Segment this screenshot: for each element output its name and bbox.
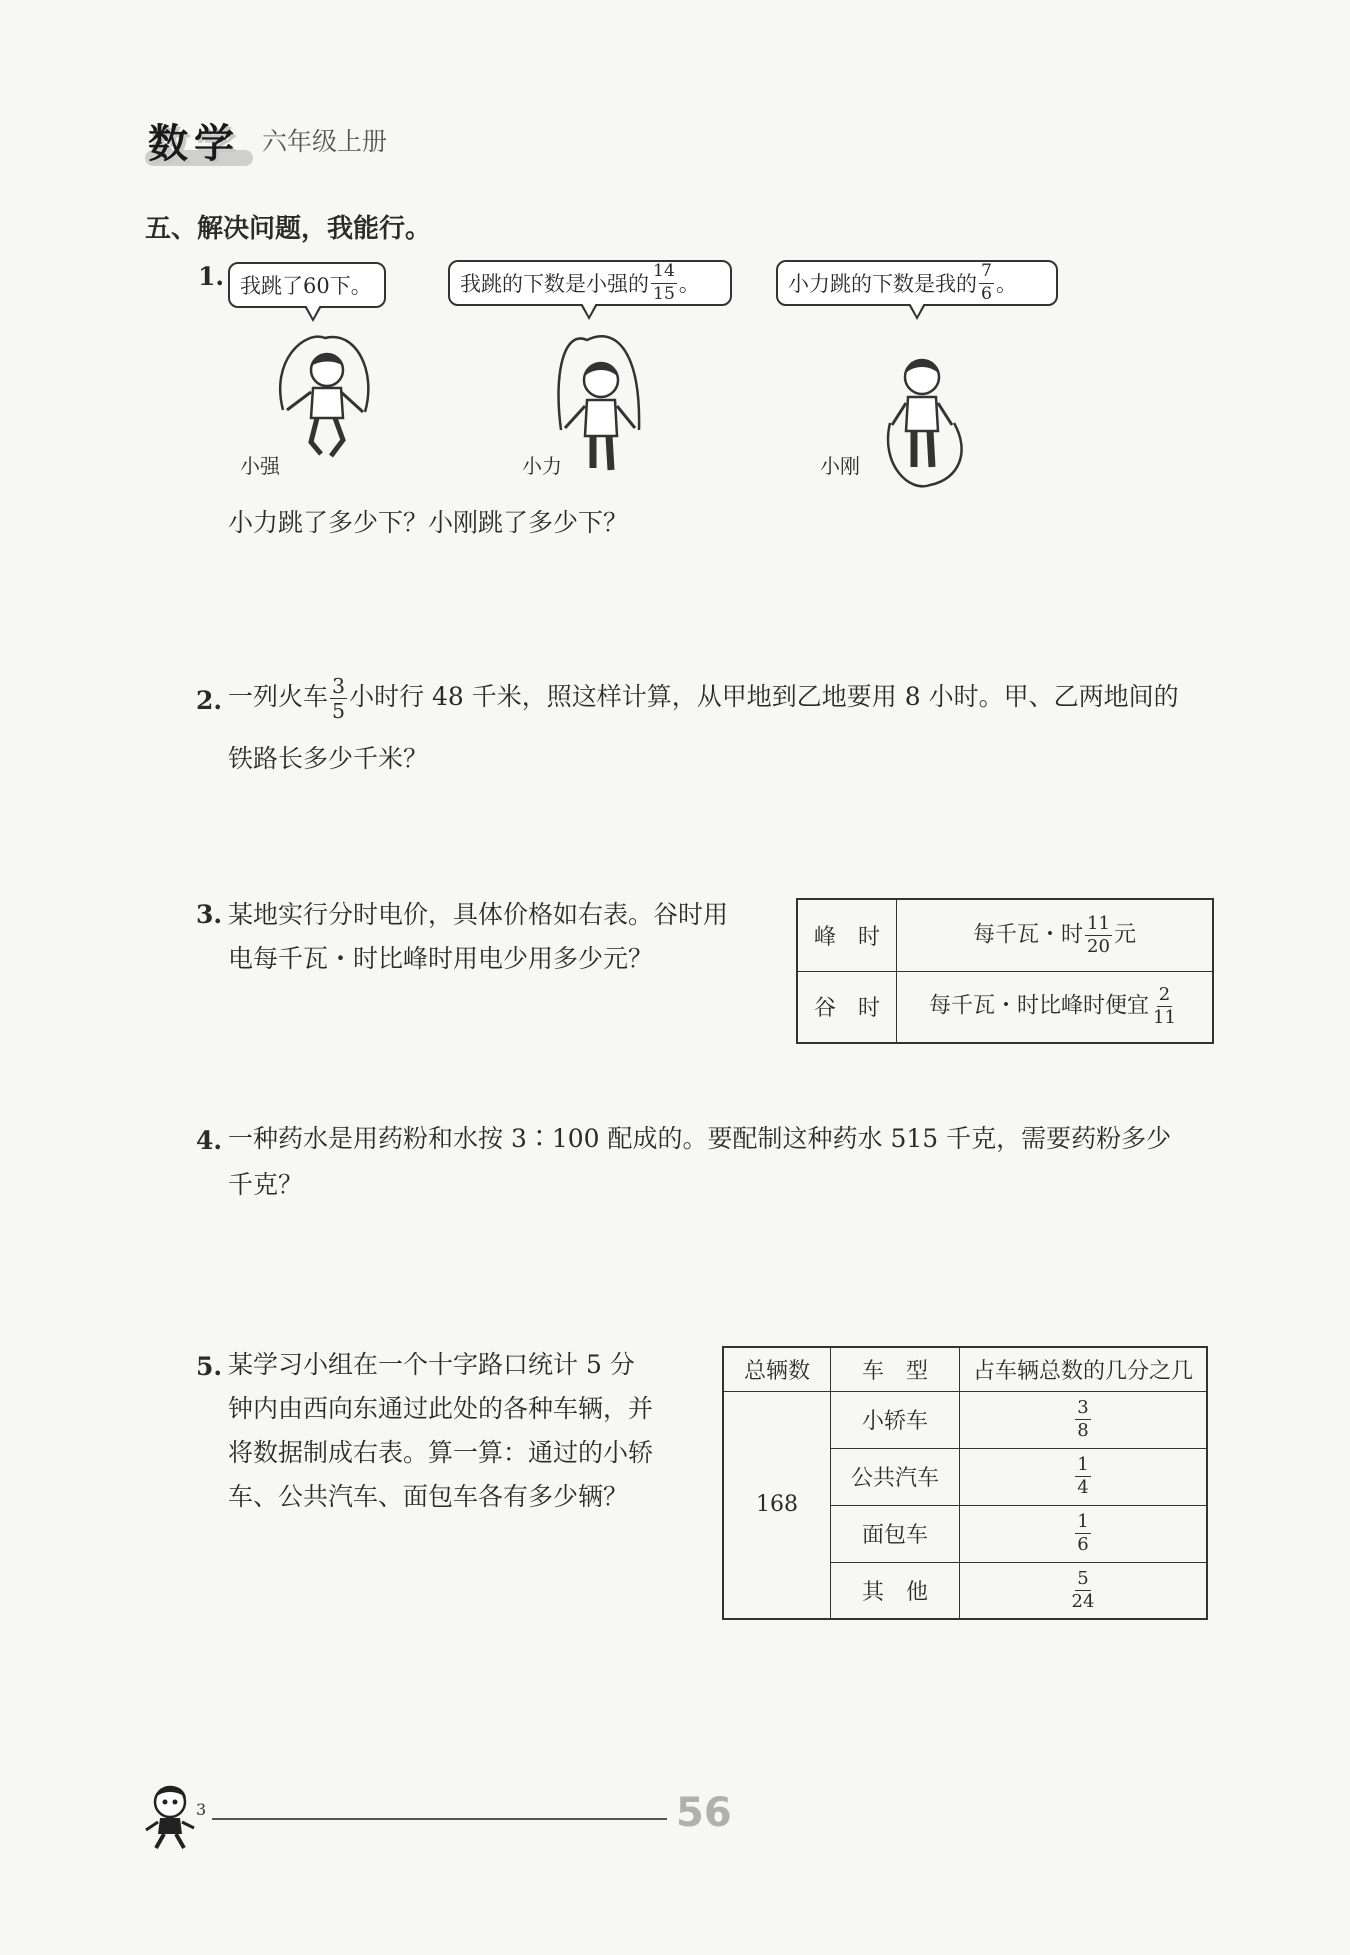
speech-bubble-xiaogang xyxy=(776,260,1058,306)
boy-jumping-rope-icon xyxy=(265,330,385,475)
fraction xyxy=(1085,912,1112,957)
table-row xyxy=(797,899,1213,971)
price-prefix: 每千瓦・时比峰时便宜 xyxy=(929,993,1150,1019)
kid-label-xiaogang: 小刚 xyxy=(820,454,860,478)
fraction xyxy=(330,673,347,723)
table-header-cell: 占车辆总数的几分之几 xyxy=(960,1347,1208,1391)
table-row xyxy=(723,1391,1207,1448)
fraction xyxy=(979,263,994,302)
q2-number: 2. xyxy=(196,686,223,715)
q2-line2: 铁路长多少千米？ xyxy=(228,744,429,773)
speech-bubble-xiaoqiang xyxy=(228,262,386,308)
table-cell xyxy=(960,1448,1208,1505)
total-count-cell: 168 xyxy=(723,1391,831,1619)
q3-line1: 某地实行分时电价，具体价格如右表。谷时用 xyxy=(228,900,729,929)
fraction-denominator: 15 xyxy=(653,283,675,304)
fraction-numerator: 5 xyxy=(1075,1570,1090,1591)
price-suffix: 元 xyxy=(1113,922,1136,948)
bubble-suffix: 。 xyxy=(995,272,1017,296)
footer-mark: 3 xyxy=(196,1800,207,1819)
q5-line3: 将数据制成右表。算一算：通过的小轿 xyxy=(228,1438,654,1467)
bubble-text: 我跳的下数是小强的 xyxy=(460,272,649,296)
q5-line2: 钟内由西向东通过此处的各种车辆，并 xyxy=(228,1394,654,1423)
price-prefix: 每千瓦・时 xyxy=(973,922,1084,948)
table-cell xyxy=(960,1505,1208,1562)
q3-line2: 电每千瓦・时比峰时用电少用多少元？ xyxy=(228,944,654,973)
page-number: 56 xyxy=(676,1790,732,1836)
table-header-cell: 总辆数 xyxy=(723,1347,831,1391)
fraction-denominator: 6 xyxy=(1077,1534,1089,1555)
fraction-denominator: 4 xyxy=(1077,1477,1089,1498)
table-cell xyxy=(897,971,1214,1043)
bubble-suffix: 。 xyxy=(678,272,700,296)
fraction-numerator: 3 xyxy=(1075,1399,1090,1420)
subject-title: 数学 xyxy=(148,121,240,167)
kid-label-xiaoqiang: 小强 xyxy=(240,454,280,478)
fraction-numerator: 7 xyxy=(979,263,994,283)
q5-line4: 车、公共汽车、面包车各有多少辆？ xyxy=(228,1482,629,1511)
fraction xyxy=(1075,1396,1090,1441)
q5-number: 5. xyxy=(196,1352,223,1381)
table-cell: 小轿车 xyxy=(831,1391,960,1448)
table-cell: 谷 时 xyxy=(797,971,897,1043)
fraction-numerator: 2 xyxy=(1157,986,1172,1007)
bubble-text: 我跳了60下。 xyxy=(240,274,372,298)
kid-label-xiaoli: 小力 xyxy=(522,454,562,478)
fraction xyxy=(1151,986,1178,1027)
fraction xyxy=(1075,1453,1090,1498)
footer-rule xyxy=(212,1818,667,1820)
q2-text-part2: 小时行 48 千米，照这样计算，从甲地到乙地要用 8 小时。甲、乙两地间的 xyxy=(349,682,1179,711)
section-title: 五、解决问题，我能行。 xyxy=(145,214,432,244)
speech-bubble-xiaoli xyxy=(448,260,732,306)
q2-text-part1: 一列火车 xyxy=(228,682,329,711)
q4-line1: 一种药水是用药粉和水按 3∶100 配成的。要配制这种药水 515 千克，需要药粉多少 xyxy=(228,1124,1172,1153)
table-row xyxy=(797,971,1213,1043)
fraction-denominator: 6 xyxy=(981,283,992,304)
table-header-row xyxy=(723,1347,1207,1391)
fraction-numerator: 1 xyxy=(1075,1513,1090,1534)
grade-label: 六年级上册 xyxy=(262,127,388,156)
fraction-numerator: 11 xyxy=(1085,915,1112,936)
fraction-denominator: 8 xyxy=(1077,1420,1089,1441)
vehicle-stats-table xyxy=(722,1346,1208,1620)
q3-number: 3. xyxy=(196,900,223,929)
fraction xyxy=(1075,1510,1090,1555)
fraction-numerator: 3 xyxy=(332,673,346,698)
fraction xyxy=(651,263,677,302)
table-cell xyxy=(960,1562,1208,1619)
fraction xyxy=(1070,1567,1097,1612)
table-cell: 其 他 xyxy=(831,1562,960,1619)
cartoon-mascot-icon xyxy=(140,1782,200,1852)
fraction-denominator: 20 xyxy=(1087,935,1110,957)
fraction-numerator: 14 xyxy=(651,263,677,283)
boy-jumping-rope-icon xyxy=(870,355,980,495)
fraction-denominator: 5 xyxy=(332,699,346,723)
bubble-text: 小力跳的下数是我的 xyxy=(788,272,977,296)
fraction-denominator: 11 xyxy=(1153,1007,1176,1029)
table-cell: 公共汽车 xyxy=(831,1448,960,1505)
table-cell xyxy=(960,1391,1208,1448)
q2-line1 xyxy=(228,674,1179,722)
fraction-numerator: 1 xyxy=(1075,1456,1090,1477)
electricity-price-table xyxy=(796,898,1214,1044)
q1-question: 小力跳了多少下？小刚跳了多少下？ xyxy=(228,508,629,537)
table-header-cell: 车 型 xyxy=(831,1347,960,1391)
q5-line1: 某学习小组在一个十字路口统计 5 分 xyxy=(228,1350,635,1379)
q4-line2: 千克？ xyxy=(228,1170,304,1199)
table-cell: 峰 时 xyxy=(797,899,897,971)
q1-number: 1. xyxy=(198,262,225,291)
fraction-denominator: 24 xyxy=(1071,1590,1095,1612)
q4-number: 4. xyxy=(196,1126,223,1155)
table-cell: 面包车 xyxy=(831,1505,960,1562)
table-cell xyxy=(897,899,1214,971)
